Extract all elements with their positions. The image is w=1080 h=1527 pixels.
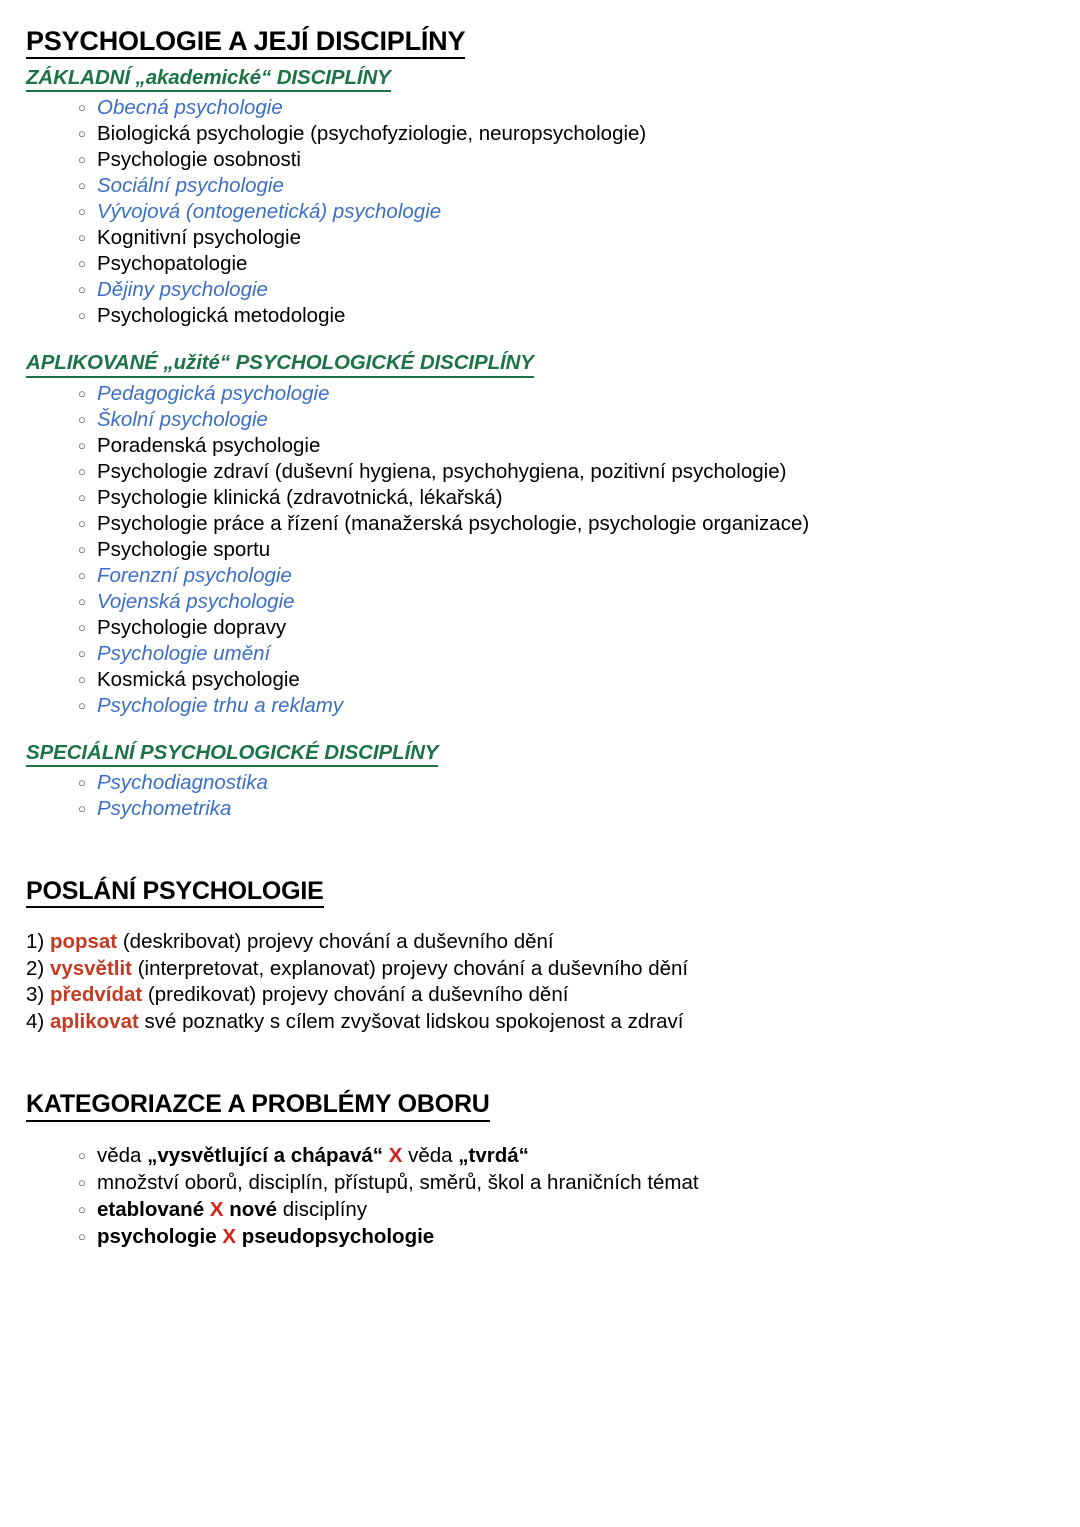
list-item (78, 770, 1050, 796)
spacer (26, 1035, 1050, 1069)
discipline-section (26, 66, 1050, 329)
list-item-label: Psychologická metodologie (97, 304, 346, 328)
categorization-item-text: množství oborů, disciplín, přístupů, směrů, škol a hraničních témat (97, 1171, 699, 1195)
categorization-item-text: pseudopsychologie (241, 1225, 435, 1249)
circle-bullet-icon: ○ (78, 619, 86, 635)
circle-bullet-icon: ○ (78, 152, 86, 168)
list-item-label: Psychologie sportu (97, 537, 271, 561)
categorization-heading-row (26, 1069, 1050, 1142)
discipline-item-list (26, 770, 1050, 822)
categorization-item (78, 1169, 1050, 1196)
list-item (78, 667, 1050, 693)
list-item-label: Psychologie dopravy (97, 615, 287, 639)
circle-bullet-icon: ○ (78, 308, 86, 324)
list-item (78, 121, 1050, 147)
list-item-label: Psychologie osobnosti (97, 148, 301, 172)
list-item (78, 796, 1050, 822)
circle-bullet-icon: ○ (78, 489, 86, 505)
discipline-item-list (26, 95, 1050, 329)
circle-bullet-icon: ○ (78, 800, 86, 816)
categorization-item-text: etablované (97, 1198, 205, 1222)
mission-item (26, 1009, 1050, 1036)
circle-bullet-icon: ○ (78, 645, 86, 661)
circle-bullet-icon: ○ (78, 515, 86, 531)
circle-bullet-icon: ○ (78, 282, 86, 298)
list-item-label: Obecná psychologie (97, 96, 283, 120)
discipline-sections (26, 66, 1050, 822)
versus-x-marker: X (222, 1225, 236, 1249)
mission-item-number: 1) (26, 930, 45, 954)
list-item (78, 251, 1050, 277)
list-item (78, 147, 1050, 173)
circle-bullet-icon: ○ (78, 178, 86, 194)
list-item (78, 563, 1050, 589)
list-item-label: Psychologie zdraví (duševní hygiena, psychohygiena, pozitivní psychologie) (97, 459, 787, 483)
list-item-label: Biologická psychologie (psychofyziologie, neuropsychologie) (97, 122, 647, 146)
categorization-item-text: věda (402, 1144, 459, 1168)
categorization-item-text: věda (97, 1144, 148, 1168)
list-item-label: Kognitivní psychologie (97, 226, 301, 250)
list-item-label: Školní psychologie (97, 407, 268, 431)
list-item (78, 173, 1050, 199)
circle-bullet-icon: ○ (78, 1202, 86, 1218)
circle-bullet-icon: ○ (78, 463, 86, 479)
list-item-label: Pedagogická psychologie (97, 381, 330, 405)
categorization-item (78, 1196, 1050, 1223)
circle-bullet-icon: ○ (78, 1229, 86, 1245)
section-heading-row (26, 66, 1050, 92)
categorization-item (78, 1223, 1050, 1250)
list-item (78, 407, 1050, 433)
circle-bullet-icon: ○ (78, 256, 86, 272)
spacer (26, 329, 1050, 351)
circle-bullet-icon: ○ (78, 774, 86, 790)
mission-item-keyword: vysvětlit (49, 956, 132, 980)
mission-item (26, 929, 1050, 956)
list-item-label: Vojenská psychologie (97, 589, 295, 613)
list-item-label: Forenzní psychologie (97, 563, 292, 587)
mission-item-text: (predikovat) projevy chování a duševního dění (147, 983, 569, 1007)
section-heading-row (26, 741, 1050, 767)
mission-item-number: 2) (26, 956, 45, 980)
list-item-label: Poradenská psychologie (97, 433, 321, 457)
discipline-section (26, 351, 1050, 718)
page-title-row (26, 26, 1050, 62)
list-item-label: Kosmická psychologie (97, 667, 300, 691)
list-item-label: Psychologie práce a řízení (manažerská psychologie, psychologie organizace) (97, 511, 810, 535)
categorization-block (26, 1069, 1050, 1250)
mission-item (26, 956, 1050, 983)
categorization-list (26, 1142, 1050, 1250)
circle-bullet-icon: ○ (78, 437, 86, 453)
categorization-item (78, 1142, 1050, 1169)
list-item (78, 381, 1050, 407)
mission-item-keyword: aplikovat (49, 1009, 139, 1033)
section-heading: APLIKOVANÉ „užité“ PSYCHOLOGICKÉ DISCIPLÍNY (26, 351, 534, 377)
mission-item-text: (deskribovat) projevy chování a duševního dění (122, 930, 554, 954)
mission-heading-row (26, 856, 1050, 929)
list-item-label: Sociální psychologie (97, 174, 284, 198)
mission-item-number: 3) (26, 983, 45, 1007)
circle-bullet-icon: ○ (78, 567, 86, 583)
mission-block (26, 856, 1050, 1035)
circle-bullet-icon: ○ (78, 204, 86, 220)
categorization-item-text: „vysvětlující a chápavá“ (147, 1144, 384, 1168)
circle-bullet-icon: ○ (78, 385, 86, 401)
list-item (78, 589, 1050, 615)
mission-list (26, 929, 1050, 1035)
list-item-label: Psychologie umění (97, 641, 271, 665)
list-item-label: Psychodiagnostika (97, 770, 268, 794)
list-item-label: Vývojová (ontogenetická) psychologie (97, 200, 442, 224)
list-item (78, 303, 1050, 329)
versus-x-marker: X (388, 1144, 403, 1168)
circle-bullet-icon: ○ (78, 411, 86, 427)
categorization-item-text: nové (229, 1198, 278, 1222)
spacer (26, 719, 1050, 741)
list-item-label: Psychopatologie (97, 252, 248, 276)
circle-bullet-icon: ○ (78, 541, 86, 557)
mission-item (26, 982, 1050, 1009)
list-item-label: Psychologie trhu a reklamy (97, 693, 344, 717)
mission-heading: POSLÁNÍ PSYCHOLOGIE (26, 877, 324, 909)
list-item (78, 95, 1050, 121)
list-item (78, 511, 1050, 537)
circle-bullet-icon: ○ (78, 126, 86, 142)
spacer (26, 822, 1050, 856)
mission-item-number: 4) (26, 1009, 45, 1033)
mission-item-keyword: popsat (49, 930, 118, 954)
mission-item-text: (interpretovat, explanovat) projevy chování a duševního dění (137, 956, 689, 980)
discipline-item-list (26, 381, 1050, 719)
list-item (78, 485, 1050, 511)
list-item (78, 641, 1050, 667)
circle-bullet-icon: ○ (78, 671, 86, 687)
list-item (78, 277, 1050, 303)
categorization-item-text: „tvrdá“ (458, 1144, 529, 1168)
list-item (78, 459, 1050, 485)
list-item (78, 537, 1050, 563)
list-item (78, 615, 1050, 641)
list-item-label: Psychometrika (97, 796, 232, 820)
section-heading-row (26, 351, 1050, 377)
section-heading: SPECIÁLNÍ PSYCHOLOGICKÉ DISCIPLÍNY (26, 741, 438, 767)
list-item (78, 433, 1050, 459)
mission-item-keyword: předvídat (49, 983, 143, 1007)
circle-bullet-icon: ○ (78, 1148, 86, 1164)
categorization-item-text: psychologie (97, 1225, 217, 1249)
circle-bullet-icon: ○ (78, 230, 86, 246)
categorization-item-text: disciplíny (277, 1198, 368, 1222)
circle-bullet-icon: ○ (78, 1175, 86, 1191)
list-item (78, 693, 1050, 719)
discipline-section (26, 741, 1050, 822)
section-heading: ZÁKLADNÍ „akademické“ DISCIPLÍNY (26, 66, 391, 92)
list-item-label: Dějiny psychologie (97, 278, 268, 302)
mission-item-text: své poznatky s cílem zvyšovat lidskou spokojenost a zdraví (144, 1009, 684, 1033)
circle-bullet-icon: ○ (78, 697, 86, 713)
versus-x-marker: X (209, 1198, 224, 1222)
circle-bullet-icon: ○ (78, 100, 86, 116)
categorization-heading: KATEGORIAZCE A PROBLÉMY OBORU (26, 1090, 490, 1122)
list-item (78, 199, 1050, 225)
list-item (78, 225, 1050, 251)
page-title: PSYCHOLOGIE A JEJÍ DISCIPLÍNY (26, 26, 465, 59)
list-item-label: Psychologie klinická (zdravotnická, lékařská) (97, 485, 503, 509)
circle-bullet-icon: ○ (78, 593, 86, 609)
